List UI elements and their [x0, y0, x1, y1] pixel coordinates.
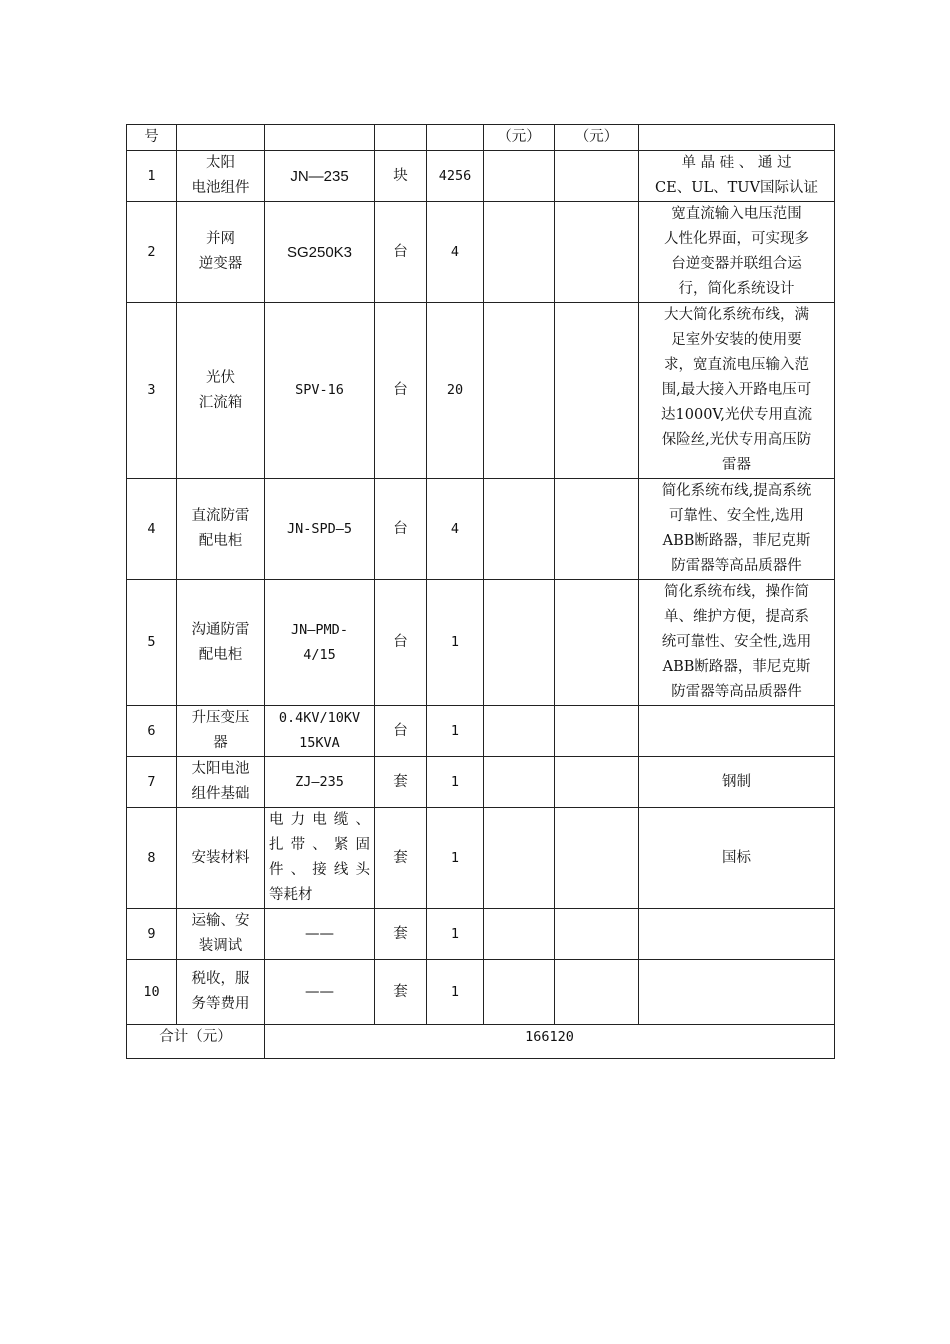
row-unit-price — [484, 580, 555, 706]
row-qty: 4256 — [427, 151, 484, 202]
row-unit: 台 — [375, 303, 427, 479]
row-total-price — [555, 960, 639, 1025]
row-model: 0.4KV/10KV 15KVA — [265, 706, 375, 757]
row-name: 税收，服 务等费用 — [177, 960, 265, 1025]
header-unit-price: （元） — [484, 125, 555, 151]
row-remark — [639, 960, 835, 1025]
table-row — [127, 580, 835, 706]
row-total-price — [555, 580, 639, 706]
row-total-price — [555, 909, 639, 960]
row-name: 升压变压 器 — [177, 706, 265, 757]
table-row — [127, 303, 835, 479]
row-model: JN—PMD- 4/15 — [265, 580, 375, 706]
total-label: 合计（元） — [127, 1025, 265, 1059]
row-model: —— — [265, 960, 375, 1025]
row-remark: 钢制 — [639, 757, 835, 808]
row-model: 电力电缆、 扎带、紧固 件、接线头 等耗材 — [265, 808, 375, 909]
table-row — [127, 479, 835, 580]
total-row — [127, 1025, 835, 1059]
row-remark — [639, 909, 835, 960]
row-unit: 台 — [375, 706, 427, 757]
row-no: 7 — [127, 757, 177, 808]
row-unit: 台 — [375, 202, 427, 303]
row-no: 6 — [127, 706, 177, 757]
row-total-price — [555, 151, 639, 202]
row-remark: 简化系统布线,提高系统 可靠性、安全性,选用 ABB断路器，菲尼克斯 防雷器等高品质器件 — [639, 479, 835, 580]
row-name: 沟通防雷 配电柜 — [177, 580, 265, 706]
row-remark: 简化系统布线，操作简 单、维护方便，提高系 统可靠性、安全性,选用 ABB断路器，菲尼克斯 防雷器等高品质器件 — [639, 580, 835, 706]
row-unit-price — [484, 303, 555, 479]
row-unit-price — [484, 757, 555, 808]
row-qty: 4 — [427, 479, 484, 580]
row-name: 太阳电池 组件基础 — [177, 757, 265, 808]
row-unit: 套 — [375, 757, 427, 808]
row-name: 安装材料 — [177, 808, 265, 909]
row-no: 2 — [127, 202, 177, 303]
row-unit-price — [484, 202, 555, 303]
row-unit: 块 — [375, 151, 427, 202]
quotation-table — [126, 124, 835, 1059]
row-model: JN-SPD—5 — [265, 479, 375, 580]
row-no: 9 — [127, 909, 177, 960]
table-row — [127, 202, 835, 303]
row-unit-price — [484, 151, 555, 202]
row-model: —— — [265, 909, 375, 960]
row-total-price — [555, 303, 639, 479]
row-total-price — [555, 706, 639, 757]
row-remark — [639, 706, 835, 757]
header-no: 号 — [127, 125, 177, 151]
row-name: 太阳 电池组件 — [177, 151, 265, 202]
row-total-price — [555, 202, 639, 303]
row-unit: 台 — [375, 580, 427, 706]
row-unit: 套 — [375, 960, 427, 1025]
row-qty: 1 — [427, 706, 484, 757]
row-qty: 4 — [427, 202, 484, 303]
row-unit-price — [484, 479, 555, 580]
row-model: SPV-16 — [265, 303, 375, 479]
header-name — [177, 125, 265, 151]
table-row — [127, 808, 835, 909]
row-remark: 大大简化系统布线，满 足室外安装的使用要 求，宽直流电压输入范 围,最大接入开路电压可 达1000V,光伏专用直流 保险丝,光伏专用高压防 雷器 — [639, 303, 835, 479]
row-name: 光伏 汇流箱 — [177, 303, 265, 479]
table-row — [127, 757, 835, 808]
row-name: 并网 逆变器 — [177, 202, 265, 303]
row-no: 8 — [127, 808, 177, 909]
total-value: 166120 — [265, 1025, 835, 1059]
row-qty: 1 — [427, 960, 484, 1025]
header-remark — [639, 125, 835, 151]
row-total-price — [555, 808, 639, 909]
row-qty: 1 — [427, 808, 484, 909]
row-no: 1 — [127, 151, 177, 202]
row-no: 3 — [127, 303, 177, 479]
header-total-price: （元） — [555, 125, 639, 151]
row-unit: 套 — [375, 909, 427, 960]
row-name: 运输、安 装调试 — [177, 909, 265, 960]
row-unit-price — [484, 909, 555, 960]
row-remark: 国标 — [639, 808, 835, 909]
row-name: 直流防雷 配电柜 — [177, 479, 265, 580]
row-model: SG250K3 — [265, 202, 375, 303]
row-remark: 单 晶 硅 、 通 过 CE、UL、TUV国际认证 — [639, 151, 835, 202]
row-unit-price — [484, 808, 555, 909]
table-row — [127, 706, 835, 757]
row-qty: 1 — [427, 580, 484, 706]
row-qty: 20 — [427, 303, 484, 479]
row-no: 10 — [127, 960, 177, 1025]
row-unit: 套 — [375, 808, 427, 909]
row-unit-price — [484, 706, 555, 757]
row-model: ZJ—235 — [265, 757, 375, 808]
row-no: 4 — [127, 479, 177, 580]
row-unit: 台 — [375, 479, 427, 580]
row-remark: 宽直流输入电压范围 人性化界面，可实现多 台逆变器并联组合运 行，简化系统设计 — [639, 202, 835, 303]
row-total-price — [555, 757, 639, 808]
table-header-row — [127, 125, 835, 151]
header-model — [265, 125, 375, 151]
row-qty: 1 — [427, 757, 484, 808]
table-row — [127, 909, 835, 960]
row-no: 5 — [127, 580, 177, 706]
row-total-price — [555, 479, 639, 580]
header-unit — [375, 125, 427, 151]
table-row — [127, 151, 835, 202]
row-qty: 1 — [427, 909, 484, 960]
row-model: JN—235 — [265, 151, 375, 202]
header-qty — [427, 125, 484, 151]
table-row — [127, 960, 835, 1025]
row-unit-price — [484, 960, 555, 1025]
